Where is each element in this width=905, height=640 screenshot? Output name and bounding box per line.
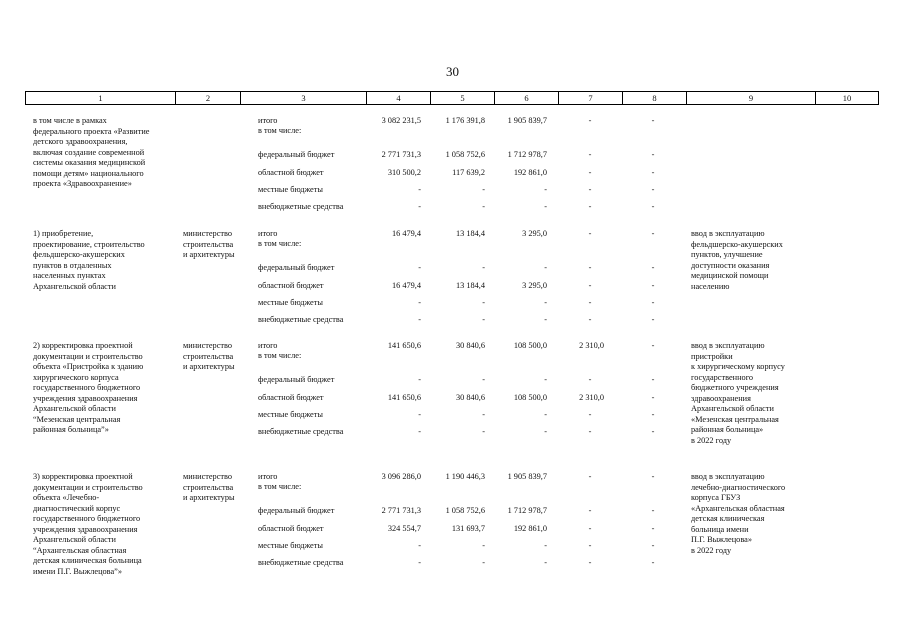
value-cell: - [544,202,547,211]
label-federal: федеральный бюджет [258,375,335,384]
value-cell: - [651,472,655,481]
label-total: итого [258,229,278,238]
value-cell: - [588,315,592,324]
value-cell: - [418,202,421,211]
label-extra: внебюджетные средства [258,315,344,324]
value-cell: - [418,541,421,550]
value-cell: 16 479,4 [391,229,421,238]
value-cell: - [651,341,655,350]
label-total: итого [258,116,278,125]
label-regional: областной бюджет [258,524,324,533]
label-total: итого [258,472,278,481]
header-cell-9: 9 [687,92,816,104]
value-cell: - [588,506,592,515]
value-cell: - [418,427,421,436]
value-cell: - [588,410,592,419]
value-cell: - [651,185,655,194]
value-cell: - [482,263,485,272]
value-cell: - [482,185,485,194]
value-cell: - [588,541,592,550]
value-cell: - [588,281,592,290]
value-cell: - [651,229,655,238]
value-cell: - [418,185,421,194]
row-description: 2) корректировка проектной документации и строительство объекта «Пристройка к зданию хирургического корпуса государственного бюджетного учреждения здравоохранения Архангельской области “Мезенская центральная районная больница”» [33,341,144,434]
value-cell: - [482,410,485,419]
label-incl: в том числе: [258,482,302,491]
value-cell: 30 840,6 [455,341,485,350]
value-cell: - [588,185,592,194]
value-cell: 2 310,0 [579,393,604,402]
value-cell: - [418,558,421,567]
row-result: ввод в эксплуатацию пристройки к хирургическому корпусу государственного бюджетного учреждения здравоохранения Архангельской области «Мезенская центральная районная больница» в 2022 году [691,341,785,445]
value-cell: - [418,375,421,384]
label-local: местные бюджеты [258,185,323,194]
value-cell: - [588,472,592,481]
label-federal: федеральный бюджет [258,506,335,515]
value-cell: - [651,298,655,307]
value-cell: 1 058 752,6 [445,150,485,159]
value-cell: 30 840,6 [455,393,485,402]
value-cell: - [588,229,592,238]
value-cell: 192 861,0 [513,168,547,177]
header-cell-5: 5 [431,92,495,104]
value-cell: - [482,558,485,567]
value-cell: - [482,427,485,436]
value-cell: - [588,298,592,307]
value-cell: - [544,375,547,384]
value-cell: 141 650,6 [387,393,421,402]
value-cell: - [544,541,547,550]
value-cell: - [588,116,592,125]
value-cell: - [651,281,655,290]
value-cell: - [651,263,655,272]
header-cell-10: 10 [842,93,852,103]
value-cell: - [544,558,547,567]
value-cell: - [418,263,421,272]
value-cell: - [651,410,655,419]
value-cell: 13 184,4 [455,281,485,290]
label-extra: внебюджетные средства [258,202,344,211]
value-cell: - [418,315,421,324]
value-cell: 108 500,0 [513,341,547,350]
value-cell: - [482,202,485,211]
header-cell-8: 8 [623,92,687,104]
row-description: в том числе в рамках федерального проекта «Развитие детского здравоохранения, включая создание современной системы оказания медицинской помощи детям» национального проекта «Здравоохранение» [33,116,150,188]
value-cell: - [651,558,655,567]
value-cell: - [544,185,547,194]
row-description: 3) корректировка проектной документации и строительство объекта «Лечебно- диагностический корпус государственного бюджетного учреждения здравоохранения Архангельской области “Архангельская областная детская клиническая больница имени П.Г. Выжлецова”» [33,472,143,576]
value-cell: 192 861,0 [513,524,547,533]
value-cell: 3 082 231,5 [381,116,421,125]
value-cell: - [588,168,592,177]
value-cell: - [482,298,485,307]
row-responsible: министерство строительства и архитектуры [183,341,235,371]
value-cell: - [588,427,592,436]
header-cell-6: 6 [495,92,559,104]
value-cell: - [588,263,592,272]
value-cell: 3 295,0 [522,229,547,238]
value-cell: - [482,541,485,550]
value-cell: 1 190 446,3 [445,472,485,481]
value-cell: 131 693,7 [451,524,485,533]
value-cell: 1 712 978,7 [507,506,547,515]
value-cell: - [544,263,547,272]
header-cell-1: 1 [26,92,176,104]
value-cell: 1 905 839,7 [507,116,547,125]
label-extra: внебюджетные средства [258,427,344,436]
header-cell-7: 7 [559,92,623,104]
value-cell: - [544,315,547,324]
row-result: ввод в эксплуатацию фельдшерско-акушерских пунктов, улучшение доступности оказания медицинской помощи населению [691,229,783,291]
value-cell: - [588,375,592,384]
row-responsible: министерство строительства и архитектуры [183,229,235,259]
header-cell-4: 4 [367,92,431,104]
value-cell: - [651,393,655,402]
value-cell: 2 771 731,3 [381,150,421,159]
value-cell: - [651,427,655,436]
value-cell: - [544,410,547,419]
value-cell: 141 650,6 [387,341,421,350]
value-cell: 108 500,0 [513,393,547,402]
value-cell: - [418,410,421,419]
value-cell: - [651,315,655,324]
label-local: местные бюджеты [258,541,323,550]
value-cell: - [588,558,592,567]
value-cell: 324 554,7 [387,524,421,533]
label-federal: федеральный бюджет [258,263,335,272]
label-incl: в том числе: [258,239,302,248]
value-cell: - [651,150,655,159]
value-cell: 3 096 286,0 [381,472,421,481]
value-cell: - [651,375,655,384]
table-header [25,91,879,105]
label-regional: областной бюджет [258,393,324,402]
label-local: местные бюджеты [258,298,323,307]
value-cell: - [418,298,421,307]
label-regional: областной бюджет [258,281,324,290]
label-incl: в том числе: [258,351,302,360]
value-cell: 3 295,0 [522,281,547,290]
label-extra: внебюджетные средства [258,558,344,567]
row-result: ввод в эксплуатацию лечебно-диагностического корпуса ГБУЗ «Архангельская областная детская клиническая больница имени П.Г. Выжлецова» в 2022 году [691,472,786,555]
value-cell: 1 905 839,7 [507,472,547,481]
label-total: итого [258,341,278,350]
value-cell: - [651,116,655,125]
label-local: местные бюджеты [258,410,323,419]
value-cell: - [588,202,592,211]
value-cell: 13 184,4 [455,229,485,238]
page-number: 30 [446,64,459,79]
label-regional: областной бюджет [258,168,324,177]
value-cell: - [651,524,655,533]
value-cell: - [588,150,592,159]
value-cell: - [482,315,485,324]
row-description: 1) приобретение, проектирование, строительство фельдшерско-акушерских пунктов в отдаленных населенных пунктах Архангельской области [33,229,145,291]
header-cell-3: 3 [241,92,367,104]
value-cell: 2 771 731,3 [381,506,421,515]
value-cell: - [651,202,655,211]
value-cell: 1 712 978,7 [507,150,547,159]
value-cell: - [544,427,547,436]
value-cell: - [544,298,547,307]
value-cell: - [588,524,592,533]
value-cell: - [651,506,655,515]
value-cell: 117 639,2 [452,168,485,177]
value-cell: - [651,168,655,177]
value-cell: - [651,541,655,550]
value-cell: 310 500,2 [387,168,421,177]
label-incl: в том числе: [258,126,302,135]
value-cell: 1 058 752,6 [445,506,485,515]
value-cell: 2 310,0 [579,341,604,350]
row-responsible: министерство строительства и архитектуры [183,472,235,502]
value-cell: - [482,375,485,384]
value-cell: 16 479,4 [391,281,421,290]
value-cell: 1 176 391,8 [445,116,485,125]
header-cell-2: 2 [176,92,241,104]
label-federal: федеральный бюджет [258,150,335,159]
